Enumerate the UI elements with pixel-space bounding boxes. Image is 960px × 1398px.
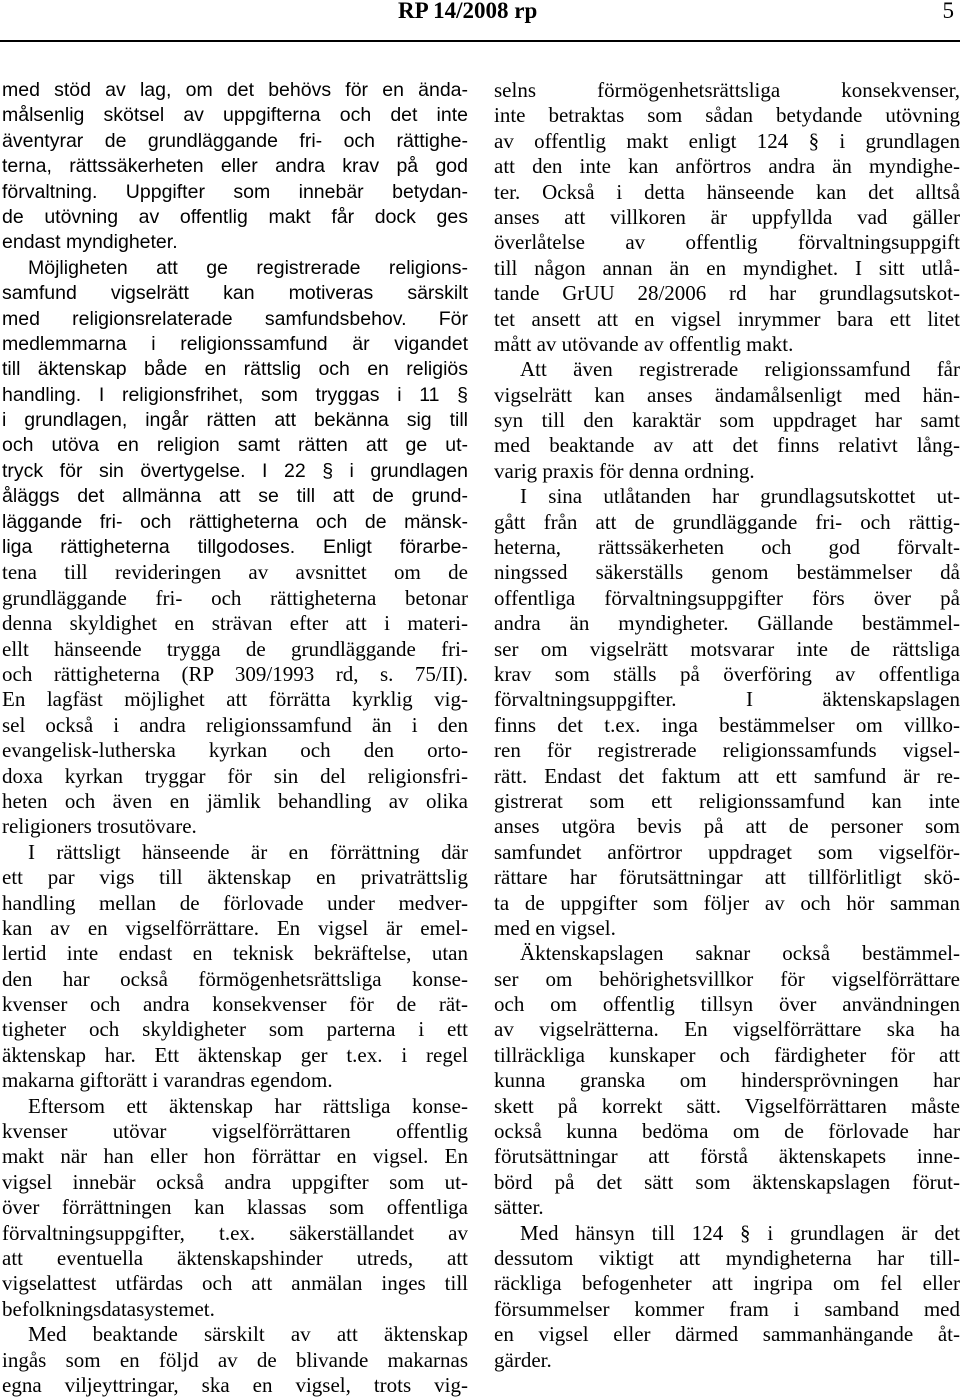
text-line: inte betraktas som sådan betydande utövning bbox=[494, 103, 960, 128]
text-line: Äktenskapslagen saknar också bestämmel- bbox=[520, 941, 960, 966]
text-line: över förrättningen kan klassas som offentliga bbox=[2, 1195, 468, 1220]
text-line: förvaltningsuppgifter, t.ex. säkerställandet av bbox=[2, 1220, 468, 1245]
text-line: dessutom viktigt att myndigheterna har till- bbox=[494, 1245, 960, 1270]
text-line: försummelser kommer fram i samband med bbox=[494, 1296, 960, 1321]
text-line: med en vigsel. bbox=[494, 915, 616, 940]
text-line: tillräckliga kunskaper och färdigheter för att bbox=[494, 1042, 960, 1067]
text-line: andra än myndigheter. Gällande bestämmel- bbox=[494, 611, 960, 636]
text-line: doxa kyrkan tryggar för sin del religionsfri- bbox=[2, 763, 468, 788]
text-line: ta de uppgifter som följer av och hör samman bbox=[494, 890, 960, 915]
text-line: gått från att de grundläggande fri- och rättig- bbox=[494, 509, 960, 534]
text-line: av vigselrätterna. En vigselförrättare ska ha bbox=[494, 1017, 960, 1042]
text-line: liga rättigheterna tillgodoses. Enligt förarbe- bbox=[2, 536, 468, 559]
text-line: med stöd av lag, om det behövs för en ända- bbox=[2, 79, 468, 101]
text-line: sel också i andra religionssamfund än i den bbox=[2, 712, 468, 737]
left-text-column bbox=[2, 78, 468, 1398]
text-line: Med hänsyn till 124 § i grundlagen är det bbox=[520, 1220, 960, 1245]
text-line: ren för registrerade religionssamfunds vigsel- bbox=[494, 738, 960, 763]
text-line: handling mellan de förlovade under medver- bbox=[2, 890, 468, 915]
text-line: kan av en vigselförrättare. En vigsel är emel- bbox=[2, 915, 468, 940]
text-line: av offentlig makt enligt 124 § i grundlagen bbox=[494, 128, 960, 153]
text-line: befolkningsdatasystemet. bbox=[2, 1296, 215, 1321]
text-line: tena till revideringen av avsnittet om de bbox=[2, 560, 468, 585]
text-line: varig praxis för denna ordning. bbox=[494, 458, 755, 483]
text-line: med beaktande av att det finns relativt lång- bbox=[494, 433, 960, 458]
text-line: Med beaktande särskilt av att äktenskap bbox=[28, 1322, 468, 1347]
text-line: en vigsel eller därmed sammanhängande åt- bbox=[494, 1322, 960, 1347]
header-divider bbox=[0, 40, 960, 42]
text-line: heterna, rättssäkerheten och god förvalt- bbox=[494, 535, 960, 560]
text-line: selns förmögenhetsrättsliga konsekvenser, bbox=[494, 78, 960, 102]
text-line: åläggs det allmänna att se till att de grund- bbox=[2, 485, 468, 508]
text-line: offentliga förvaltningsuppgifter förs över på bbox=[494, 585, 960, 610]
text-line: börd på det sätt som äktenskapslagen förut- bbox=[494, 1169, 960, 1194]
text-line: En lagfäst möjlighet att förrätta kyrklig vig- bbox=[2, 687, 468, 712]
text-line: terna, rättssäkerheten eller andra krav på god bbox=[2, 155, 468, 178]
text-line: gistrerat som ett religionssamfund kan inte bbox=[494, 788, 960, 813]
text-line: makarna giftorätt i varandras egendom. bbox=[2, 1068, 333, 1093]
text-line: förvaltningsuppgifter. I äktenskapslagen bbox=[494, 687, 960, 712]
text-line: förutsättningar att förstå äktenskapets inne- bbox=[494, 1144, 960, 1169]
text-line: ser om vigselrätt motsvarar inte de rättsliga bbox=[494, 636, 960, 661]
text-line: skett på korrekt sätt. Vigselförrättaren måste bbox=[494, 1093, 960, 1118]
text-line: och om offentlig tillsyn över användningen bbox=[494, 992, 960, 1017]
text-line: finns det t.ex. inga bestämmelser om villko- bbox=[494, 712, 960, 737]
text-line: samfundet anförtror uppdraget som vigselför- bbox=[494, 839, 960, 864]
text-line: mått av utövande av offentlig makt. bbox=[494, 331, 794, 356]
text-line: vigselattest utfärdas och att anmälan inges till bbox=[2, 1271, 468, 1296]
text-line: ingås som en följd av de blivande makarnas bbox=[2, 1347, 468, 1372]
text-line: rätt. Endast det faktum att ett samfund är re- bbox=[494, 763, 960, 788]
text-line: Möjligheten att ge registrerade religions- bbox=[28, 256, 468, 279]
text-line: anses att villkoren är uppfyllda vad gäller bbox=[494, 204, 960, 229]
text-line: heten och även en jämlik behandling av olika bbox=[2, 788, 468, 813]
text-line: Eftersom ett äktenskap har rättsliga konse- bbox=[28, 1093, 468, 1118]
text-line: i grundlagen, ingår rätten att bekänna sig till bbox=[2, 409, 468, 432]
page-number: 5 bbox=[942, 0, 954, 23]
text-line: samfund vigselrätt kan motiveras särskilt bbox=[2, 282, 468, 305]
text-line: medlemmarna i religionssamfund är vigandet bbox=[2, 332, 468, 355]
text-line: grundläggande fri- och rättigheterna betonar bbox=[2, 585, 468, 610]
text-line: tigheter och skyldigheter som parterna i ett bbox=[2, 1017, 468, 1042]
text-line: tryck för sin övertygelse. I 22 § i grundlagen bbox=[2, 459, 468, 482]
text-line: kvenser och andra konsekvenser för de rät- bbox=[2, 992, 468, 1017]
text-line: ellt hänseende trygga de grundläggande fri- bbox=[2, 636, 468, 661]
text-line: ett par vigs till äktenskap en privaträttslig bbox=[2, 865, 468, 890]
text-line: äventyrar de grundläggande fri- och rättighe- bbox=[2, 129, 468, 152]
text-line: överlåtelse av offentlig förvaltningsuppgift bbox=[494, 230, 960, 255]
text-line: ser om behörighetsvillkor för vigselförrättare bbox=[494, 966, 960, 991]
text-line: och rättigheterna (RP 309/1993 rd, s. 75/II). bbox=[2, 661, 468, 686]
text-line: I sina utlåtanden har grundlagsutskottet ut- bbox=[520, 484, 960, 509]
text-line: I rättsligt hänseende är en förrättning där bbox=[28, 839, 468, 864]
text-line: gärder. bbox=[494, 1347, 552, 1372]
text-line: tet ansett att en vigsel inrymmer bara ett litet bbox=[494, 306, 960, 331]
text-line: de utövning av offentlig makt får dock ges bbox=[2, 205, 468, 228]
text-line: kunna granska om hindersprövningen har bbox=[494, 1068, 960, 1093]
text-line: krav som ställs på överföring av offentliga bbox=[494, 661, 960, 686]
text-line: vigsel innebär också andra uppgifter som ut- bbox=[2, 1169, 468, 1194]
text-line: religioners trosutövare. bbox=[2, 814, 197, 839]
text-line: och utöva en religion samt rätten att ge ut- bbox=[2, 434, 468, 457]
text-line: målsenlig skötsel av uppgifterna och det inte bbox=[2, 104, 468, 127]
text-line: att eventuella äktenskapshinder utreds, att bbox=[2, 1245, 468, 1270]
text-line: egna viljeyttringar, ska en vigsel, trots vig- bbox=[2, 1372, 468, 1397]
text-line: ter. Också i detta hänseende kan det alltså bbox=[494, 179, 960, 204]
text-line: syn till den karaktär som uppdraget har samt bbox=[494, 408, 960, 433]
text-line: räckliga befogenheter att ingripa om fel eller bbox=[494, 1271, 960, 1296]
text-line: endast myndigheter. bbox=[2, 231, 178, 254]
text-line: makt när han eller hon förrättar en vigsel. En bbox=[2, 1144, 468, 1169]
text-line: ningssed säkerställs genom bestämmelser då bbox=[494, 560, 960, 585]
text-line: anses utgöra bevis på att de personer som bbox=[494, 814, 960, 839]
text-line: att den inte kan anförtros andra än myndighe- bbox=[494, 154, 960, 179]
text-line: med religionsrelaterade samfundsbehov. För bbox=[2, 307, 468, 330]
text-line: också kunna bedöma om de förlovade har bbox=[494, 1119, 960, 1144]
text-line: äktenskap har. Ett äktenskap ger t.ex. i regel bbox=[2, 1042, 468, 1067]
text-line: kvenser utövar vigselförrättaren offentlig bbox=[2, 1119, 468, 1144]
text-line: tande GrUU 28/2006 rd har grundlagsutskot- bbox=[494, 281, 960, 306]
text-line: förvaltning. Uppgifter som innebär betydan- bbox=[2, 180, 468, 203]
text-line: evangelisk-lutherska kyrkan och den orto- bbox=[2, 738, 468, 763]
document-title: RP 14/2008 rp bbox=[398, 0, 538, 23]
text-line: lertid inte endast en teknisk bekräftelse, utan bbox=[2, 941, 468, 966]
text-line: rättare har förutsättningar att tillförlitligt skö- bbox=[494, 865, 960, 890]
text-line: Att även registrerade religionssamfund får bbox=[520, 357, 960, 382]
right-text-column bbox=[494, 78, 960, 1373]
text-line: denna skyldighet en strävan efter att i materi- bbox=[2, 611, 468, 636]
text-line: vigselrätt kan anses ändamålsenligt med hän- bbox=[494, 382, 960, 407]
text-line: till någon annan än en myndighet. I sitt utlå- bbox=[494, 255, 960, 280]
text-line: handling. I religionsfrihet, som tryggas i 11 § bbox=[2, 383, 468, 406]
text-line: till äktenskap både en rättslig och en religiös bbox=[2, 358, 468, 381]
page-header bbox=[0, 0, 960, 44]
text-line: sätter. bbox=[494, 1195, 544, 1220]
text-line: läggande fri- och rättigheterna och de mänsk- bbox=[2, 510, 468, 533]
text-line: den har också förmögenhetsrättsliga konse- bbox=[2, 966, 468, 991]
